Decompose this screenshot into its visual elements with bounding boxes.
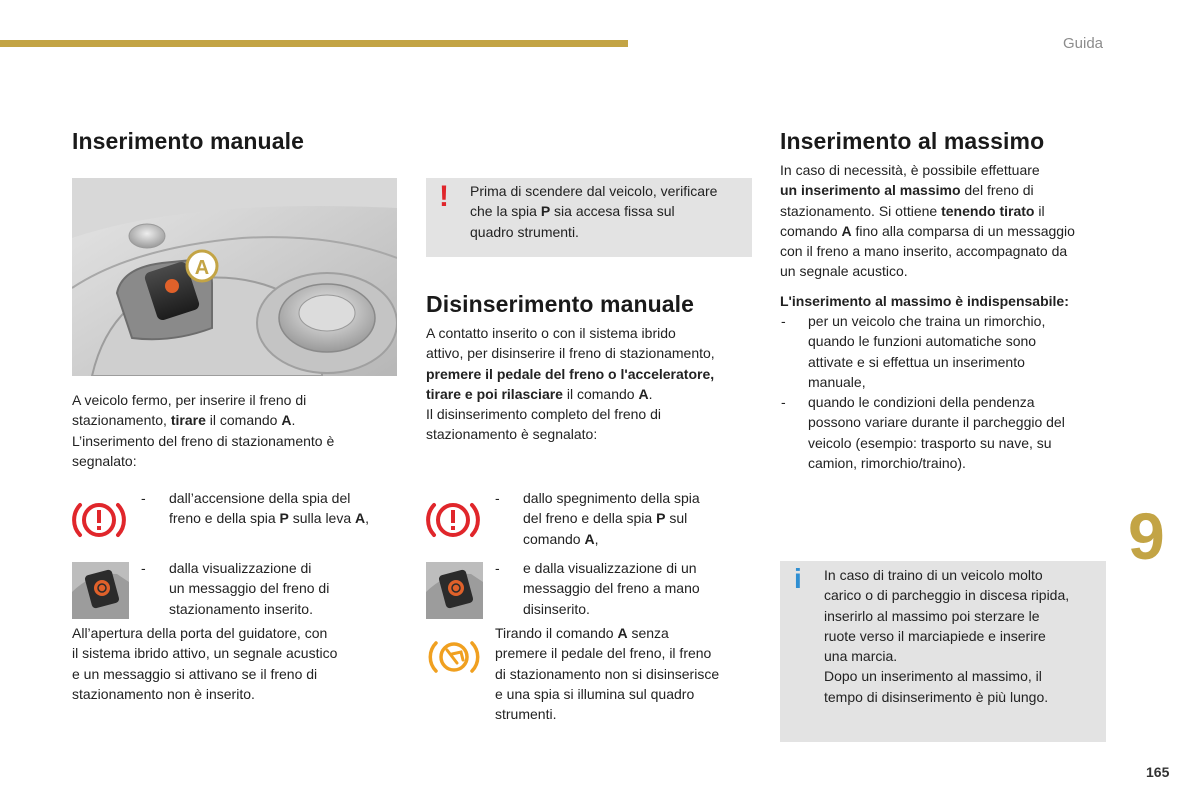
info-text: In caso di traino di un veicolo molto carico o di parcheggio in discesa ripida, inserirlo al massimo poi sterzare le ruote verso il marciapiede e inserire una marcia. Dopo un inserimento al massimo, il tempo di disinserimento è più lungo. [824,567,1070,705]
list-dash: - [781,313,786,329]
right-intro: In caso di necessità, è possibile effettuare un inserimento al massimo del freno di stazionamento. Si ottiene tenendo tirato il comando A fino alla comparsa di un messaggio con il freno a mano inserito, accompagnato da un segnale acustico. [780,162,1075,280]
left-footer: All’apertura della porta del guidatore, con il sistema ibrido attivo, un segnale acustico e un messaggio si attivano se il freno di stazionamento non è inserito. [72,625,338,702]
section-label: Guida [1063,35,1104,52]
list-dash: - [141,490,146,506]
brake-warning-icon [426,497,480,543]
heading-manual-engage: Inserimento manuale [72,128,304,154]
page-number: 165 [1146,764,1170,780]
parking-brake-photo [72,178,397,376]
middle-item-1: dallo spegnimento della spia del freno e della spia P sul comando A, [523,490,700,547]
photo-label-a: A [194,257,210,279]
middle-intro: A contatto inserito o con il sistema ibrido attivo, per disinserire il freno di stazionamento, premere il pedale del freno o l'acceleratore, tirare e poi rilasciare il comando A. Il disinserimento completo del freno di stazionamento è segnalato: [426,325,715,443]
list-dash: - [495,490,500,506]
header-accent-bar [0,40,628,47]
right-required-title: L'inserimento al massimo è indispensabile: [780,293,1069,309]
right-required-item-1: per un veicolo che traina un rimorchio, quando le funzioni automatiche sono attivate e si effettua un inserimento manuale, [808,313,1046,390]
brake-fault-icon [428,636,480,678]
warning-icon: ! [439,180,449,213]
right-required-item-2: quando le condizioni della pendenza possono variare durante il parcheggio del veicolo (esempio: trasporto su nave, su camion, rimorchio/traino). [808,394,1065,471]
left-intro: A veicolo fermo, per inserire il freno di stazionamento, tirare il comando A. L’inserimento del freno di stazionamento è segnalato: [72,392,335,469]
left-item-1: dall’accensione della spia del freno e della spia P sulla leva A, [169,490,370,527]
brake-warning-icon [72,497,126,543]
left-item-2: dalla visualizzazione di un messaggio del freno di stazionamento inserito. [169,560,330,617]
info-icon: i [794,563,802,594]
chapter-number: 9 [1128,499,1165,573]
list-dash: - [495,560,500,576]
heading-max-engage: Inserimento al massimo [780,128,1045,154]
middle-item-2: e dalla visualizzazione di un messaggio del freno a mano disinserito. [523,560,700,617]
middle-note: Tirando il comando A senza premere il pedale del freno, il freno di stazionamento non si disinserisce e una spia si illumina sul quadro strumenti. [495,625,720,723]
list-dash: - [141,560,146,576]
warning-text: Prima di scendere dal veicolo, verificare che la spia P sia accesa fissa sul quadro strumenti. [470,183,718,240]
brake-switch-icon [426,562,483,619]
heading-manual-release: Disinserimento manuale [426,291,695,317]
list-dash: - [781,394,786,410]
brake-switch-icon [72,562,129,619]
